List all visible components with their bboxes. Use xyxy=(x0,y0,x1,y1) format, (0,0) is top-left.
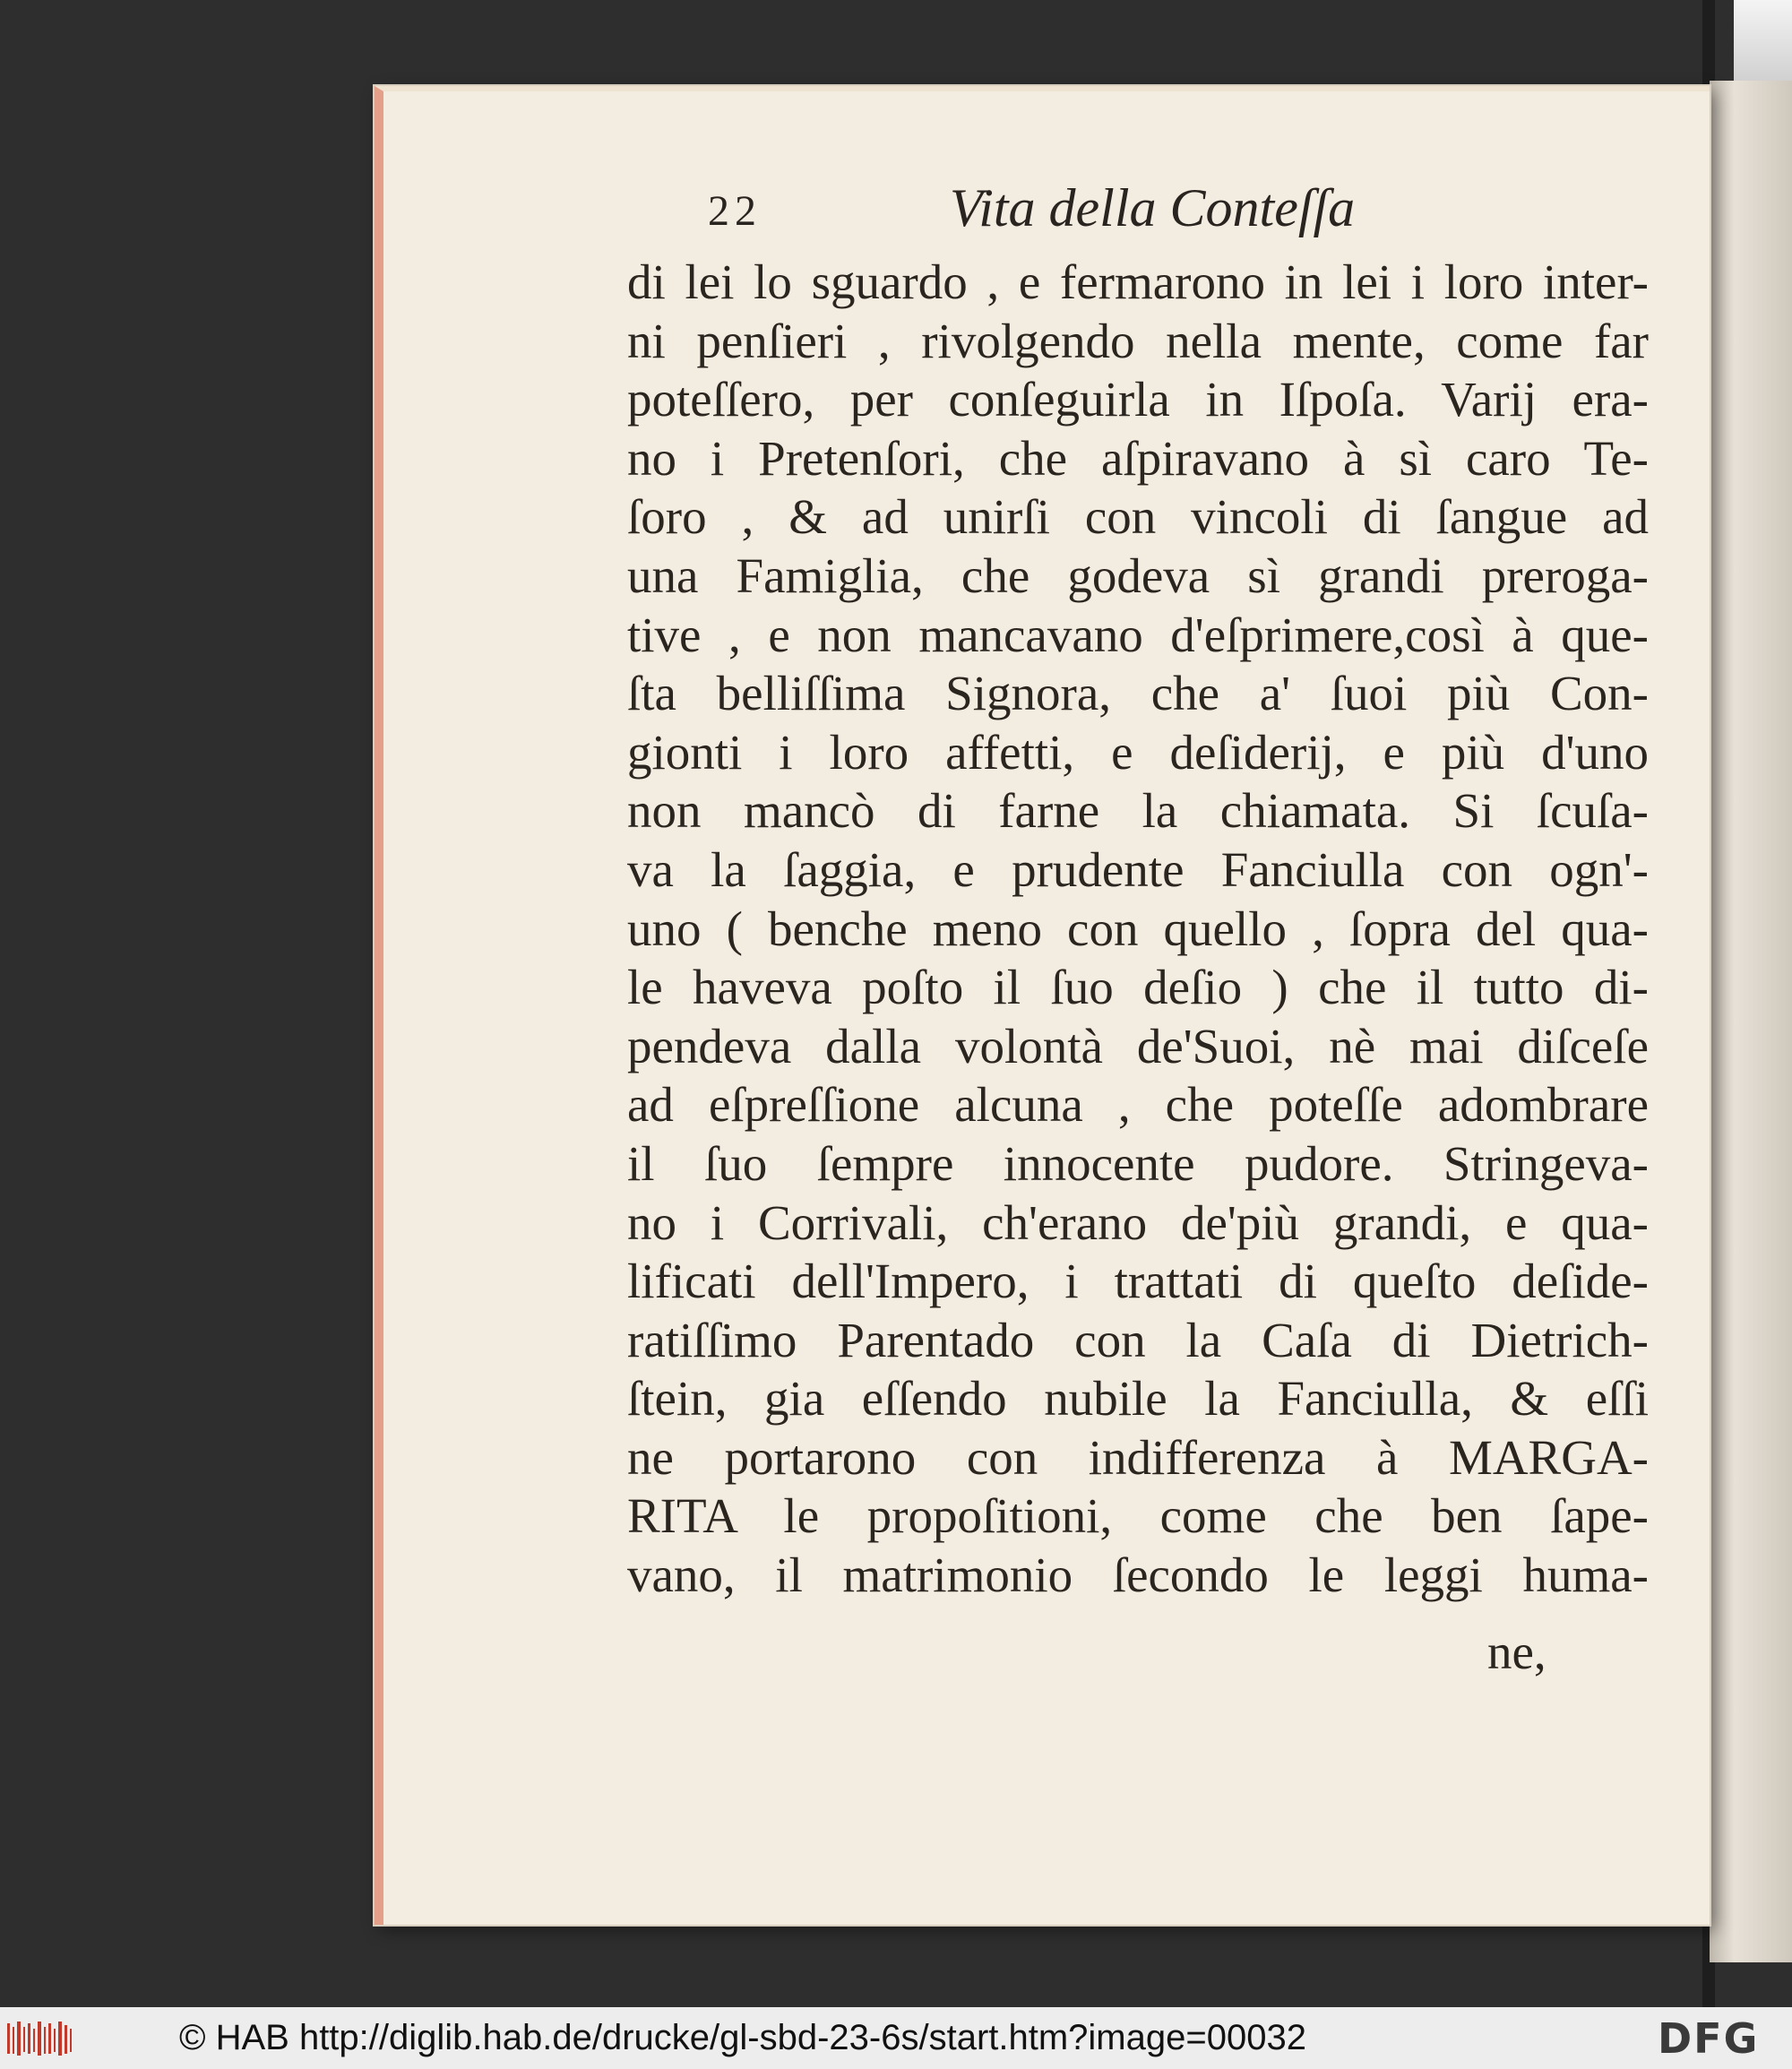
text-line: di lei lo sguardo , e fermarono in lei i loro inter- xyxy=(627,254,1649,309)
text-line: RITA le propoſitioni, come che ben ſape- xyxy=(627,1488,1649,1544)
page-number: 22 xyxy=(708,187,762,235)
text-line: lificati dell'Impero, i trattati di queſto deſide- xyxy=(627,1254,1649,1309)
footer-bar xyxy=(0,2007,1792,2069)
text-line: pendeva dalla volontà de'Suoi, nè mai diſceſe xyxy=(627,1018,1649,1073)
text-line: tive , e non mancavano d'eſprimere,così à que- xyxy=(627,607,1649,662)
text-line: uno ( benche meno con quello , ſopra del qua- xyxy=(627,901,1649,956)
barcode-icon xyxy=(5,2018,75,2059)
text-line: ſtein, gia eſſendo nubile la Fanciulla, & eſſi xyxy=(627,1371,1649,1427)
text-line: poteſſero, per conſeguirla in Iſpoſa. Varij era- xyxy=(627,372,1649,427)
text-line: ratiſſimo Parentado con la Caſa di Dietrich- xyxy=(627,1312,1649,1367)
text-line: ni penſieri , rivolgendo nella mente, come far xyxy=(627,313,1649,368)
copyright-link[interactable]: © HAB http://diglib.hab.de/drucke/gl-sbd-23-6s/start.htm?image=00032 xyxy=(179,2018,1306,2057)
catchword: ne, xyxy=(1487,1625,1546,1679)
text-line: il ſuo ſempre innocente pudore. Stringeva- xyxy=(627,1135,1649,1191)
text-line: no i Pretenſori, che aſpiravano à sì caro Te- xyxy=(627,430,1649,486)
text-line: ſta belliſſima Signora, che a' ſuoi più Con- xyxy=(627,666,1649,721)
text-line: vano, il matrimonio ſecondo le leggi huma- xyxy=(627,1547,1649,1603)
text-line: no i Corrivali, ch'erano de'più grandi, e qua- xyxy=(627,1194,1649,1250)
running-title: Vita della Conteſſa xyxy=(950,178,1356,237)
text-line: le haveva poſto il ſuo deſio ) che il tutto di- xyxy=(627,960,1649,1015)
running-head xyxy=(708,177,1631,249)
text-line: gionti i loro affetti, e deſiderij, e più d'uno xyxy=(627,724,1649,780)
facing-page-edge xyxy=(1710,81,1792,1962)
dfg-logo: DFG xyxy=(1658,2014,1760,2063)
text-line: va la ſaggia, e prudente Fanciulla con ogn'- xyxy=(627,841,1649,897)
text-line: ad eſpreſſione alcuna , che poteſſe adombrare xyxy=(627,1077,1649,1133)
text-line: ne portarono con indifferenza à MARGA- xyxy=(627,1429,1649,1485)
text-line: ſoro , & ad unirſi con vincoli di ſangue ad xyxy=(627,489,1649,545)
text-line: non mancò di farne la chiamata. Si ſcuſa- xyxy=(627,783,1649,839)
text-line: una Famiglia, che godeva sì grandi preroga- xyxy=(627,547,1649,603)
body-text xyxy=(627,253,1649,1605)
